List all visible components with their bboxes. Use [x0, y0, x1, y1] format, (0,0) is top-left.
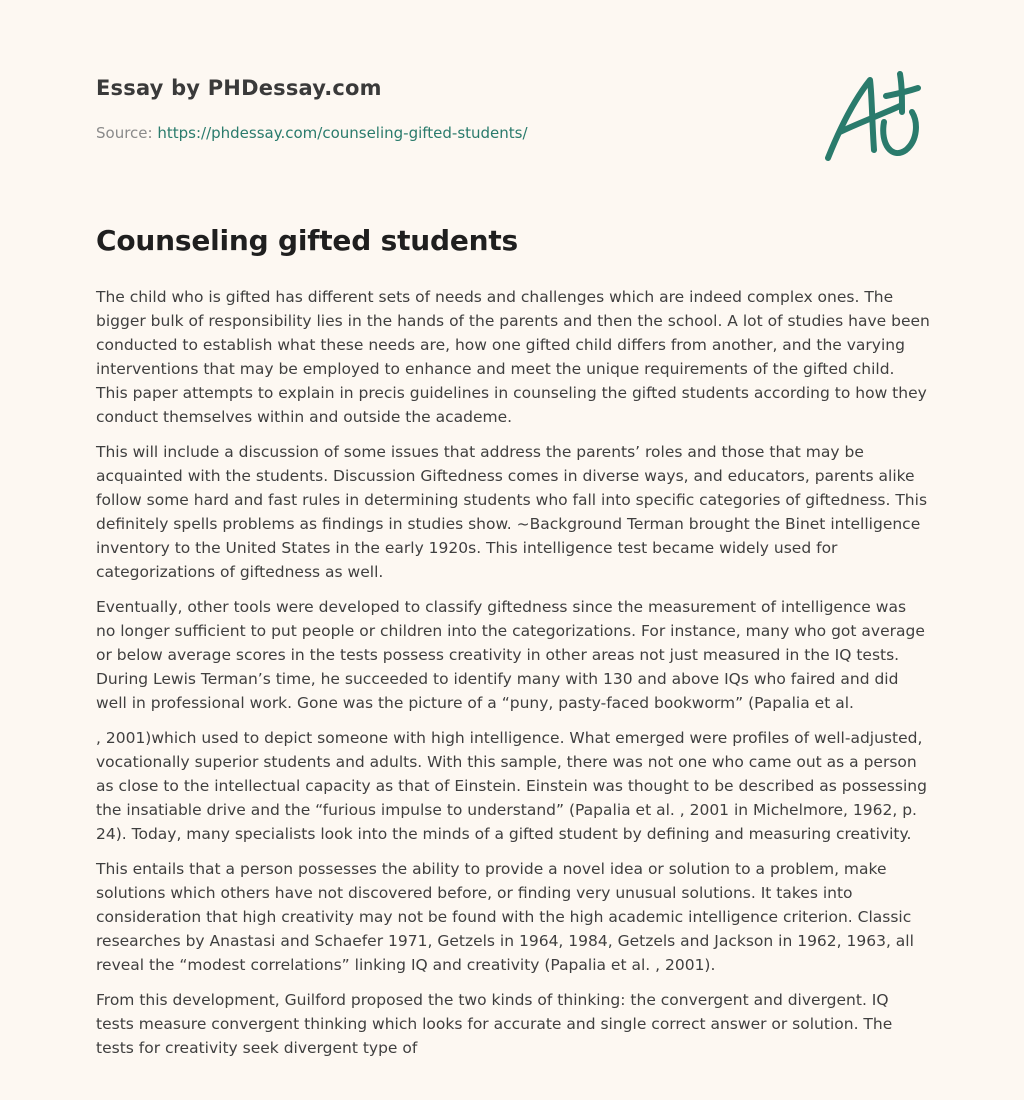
essay-paragraph: Eventually, other tools were developed to classify giftedness since the measurement of intelligence was no longer sufficient to put people or children into the categorizations. For instance, many who got average or below average scores in the tests possess creativity in other areas not just measured in the IQ tests. During Lewis Terman’s time, he succeeded to identify many with 130 and above IQs who faired and did well in professional work. Gone was the picture of a “puny, pasty-faced bookworm” (Papalia et al. [96, 598, 925, 712]
essay-paragraph: This will include a discussion of some issues that address the parents’ roles and those that may be acquainted with the students. Discussion Giftedness comes in diverse ways, and educators, parents alike follow some hard and fast rules in determining students who fall into specific categories of giftedness. This definitely spells problems as findings in studies show. ~Background Terman brought the Binet intelligence inventory to the United States in the early 1920s. This intelligence test became widely used for categorizations of giftedness as well. [96, 443, 928, 581]
essay-paragraph: From this development, Guilford proposed the two kinds of thinking: the convergent and divergent. IQ tests measure convergent thinking which looks for accurate and single correct answer or solution. The tests for creativity seek divergent type of [96, 991, 893, 1057]
essay-paragraph: The child who is gifted has different sets of needs and challenges which are indeed complex ones. The bigger bulk of responsibility lies in the hands of the parents and then the school. A lot of studies have been conducted to establish what these needs are, how one gifted child differs from another, and the varying interventions that may be employed to enhance and meet the unique requirements of the gifted child. This paper attempts to explain in precis guidelines in counseling the gifted students according to how they conduct themselves within and outside the academe. [96, 288, 930, 426]
source-line [96, 124, 528, 142]
essay-title: Counseling gifted students [96, 224, 519, 257]
essay-body [96, 285, 930, 1071]
a-plus-logo-icon [822, 66, 926, 166]
essay-paragraph: , 2001)which used to depict someone with high intelligence. What emerged were profiles of well-adjusted, vocationally superior students and adults. With this sample, there was not one who came out as a person as close to the intellectual capacity as that of Einstein. Einstein was thought to be described as possessing the insatiable drive and the “furious impulse to understand” (Papalia et al. , 2001 in Michelmore, 1962, p. 24). Today, many specialists look into the minds of a gifted student by defining and measuring creativity. [96, 729, 927, 843]
brand-title: Essay by PHDessay.com [96, 76, 382, 100]
source-link[interactable]: https://phdessay.com/counseling-gifted-students/ [157, 124, 528, 142]
page-header [96, 0, 928, 200]
source-label: Source: [96, 124, 153, 142]
essay-paragraph: This entails that a person possesses the ability to provide a novel idea or solution to a problem, make solutions which others have not discovered before, or finding very unusual solutions. It takes into consideration that high creativity may not be found with the high academic intelligence criterion. Classic researches by Anastasi and Schaefer 1971, Getzels in 1964, 1984, Getzels and Jackson in 1962, 1963, all reveal the “modest correlations” linking IQ and creativity (Papalia et al. , 2001). [96, 860, 914, 974]
